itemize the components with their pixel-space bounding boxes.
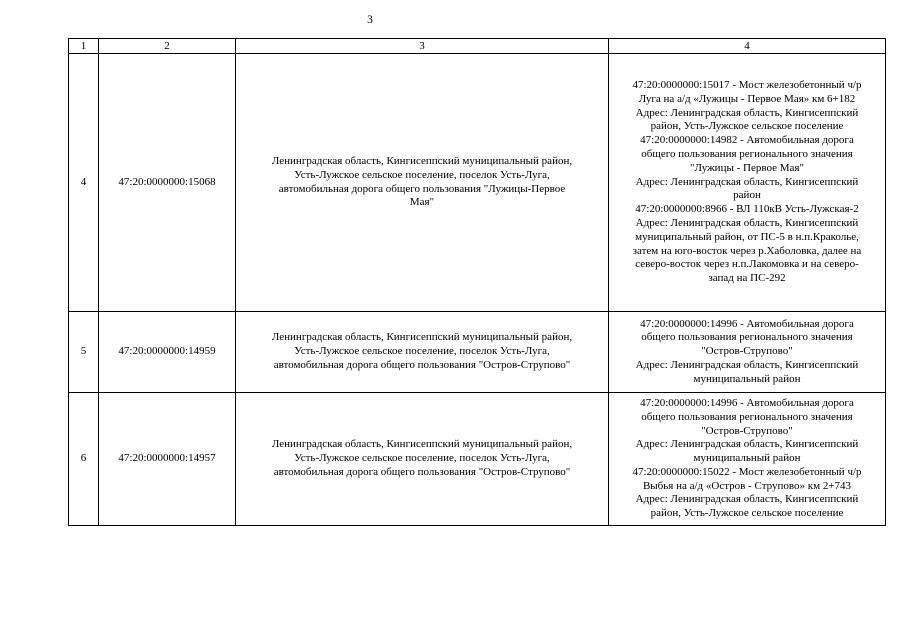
- object-line: район, Усть-Лужское сельское поселение: [650, 120, 844, 133]
- cadastral-number: 47:20:0000000:14957: [99, 393, 236, 526]
- object-line: муниципальный район, от ПС-5 в н.п.Кракольe,: [635, 230, 859, 243]
- object-line: Адрес: Ленинградская область, Кингисеппский: [635, 438, 859, 451]
- location-line: Ленинградская область, Кингисеппский муниципальный район,: [271, 438, 573, 451]
- location-description: [236, 393, 609, 526]
- column-header-2: 2: [99, 39, 236, 54]
- cadastral-number: 47:20:0000000:14959: [99, 312, 236, 393]
- object-line: Адрес: Ленинградская область, Кингисеппский: [635, 175, 859, 188]
- table-header-row: [69, 39, 886, 54]
- location-line: Ленинградская область, Кингисеппский муниципальный район,: [271, 331, 573, 344]
- location-description: [236, 312, 609, 393]
- object-line: "Остров-Струпово": [701, 424, 793, 437]
- object-line: Луга на а/д «Лужицы - Первое Мая» км 6+182: [638, 92, 856, 105]
- object-line: северо-восток через н.п.Лакомовка и на северо-: [635, 258, 859, 271]
- object-line: муниципальный район: [693, 372, 801, 385]
- related-objects: [609, 393, 886, 526]
- object-line: 47:20:0000000:15017 - Мост железобетонный ч/р: [632, 79, 862, 92]
- row-number: 6: [69, 393, 99, 526]
- object-line: запад на ПС-292: [708, 272, 786, 285]
- table-row: [69, 54, 886, 312]
- location-line: Ленинградская область, Кингисеппский муниципальный район,: [271, 154, 573, 167]
- column-header-4: 4: [609, 39, 886, 54]
- object-line: Выбья на а/д «Остров - Струпово» км 2+743: [642, 479, 852, 492]
- location-line: Усть-Лужское сельское поселение, поселок Усть-Луга,: [294, 345, 550, 358]
- object-line: Адрес: Ленинградская область, Кингисеппский: [635, 358, 859, 371]
- object-line: Адрес: Ленинградская область, Кингисеппский: [635, 493, 859, 506]
- column-header-3: 3: [236, 39, 609, 54]
- object-line: затем на юго-восток через р.Хаболовка, далее на: [632, 244, 862, 257]
- object-line: "Лужицы - Первое Мая": [690, 161, 804, 174]
- object-line: Адрес: Ленинградская область, Кингисеппский: [635, 106, 859, 119]
- object-line: район: [733, 189, 761, 202]
- object-line: общего пользования регионального значения: [641, 331, 853, 344]
- object-line: 47:20:0000000:8966 - ВЛ 110кВ Усть-Лужская-2: [635, 203, 859, 216]
- related-objects: [609, 312, 886, 393]
- row-number: 5: [69, 312, 99, 393]
- table-row: [69, 393, 886, 526]
- location-line: автомобильная дорога общего пользования "Лужицы-Первое: [278, 182, 566, 195]
- cadastral-number: 47:20:0000000:15068: [99, 54, 236, 312]
- object-line: Адрес: Ленинградская область, Кингисеппский: [635, 216, 859, 229]
- object-line: муниципальный район: [693, 452, 801, 465]
- object-line: 47:20:0000000:14996 - Автомобильная дорога: [640, 317, 854, 330]
- object-line: 47:20:0000000:14996 - Автомобильная дорога: [640, 396, 854, 409]
- object-line: общего пользования регионального значения: [641, 148, 853, 160]
- object-line: общего пользования регионального значения: [641, 410, 853, 423]
- location-line: автомобильная дорога общего пользования "Остров-Струпово": [273, 358, 571, 371]
- column-header-1: 1: [69, 39, 99, 54]
- object-line: "Остров-Струпово": [701, 345, 793, 358]
- location-line: Усть-Лужское сельское поселение, поселок Усть-Луга,: [294, 168, 550, 181]
- object-line: 47:20:0000000:14982 - Автомобильная дорога: [640, 134, 854, 147]
- related-objects: [609, 54, 886, 312]
- row-number: 4: [69, 54, 99, 312]
- object-line: 47:20:0000000:15022 - Мост железобетонный ч/р: [632, 465, 862, 478]
- object-line: район, Усть-Лужское сельское поселение: [650, 507, 844, 520]
- location-line: автомобильная дорога общего пользования "Остров-Струпово": [273, 465, 571, 478]
- location-description: [236, 54, 609, 312]
- page-number: 3: [367, 14, 373, 26]
- location-line: Мая": [409, 196, 435, 209]
- registry-table: [68, 38, 886, 526]
- location-line: Усть-Лужское сельское поселение, поселок Усть-Луга,: [294, 452, 550, 465]
- table-row: [69, 312, 886, 393]
